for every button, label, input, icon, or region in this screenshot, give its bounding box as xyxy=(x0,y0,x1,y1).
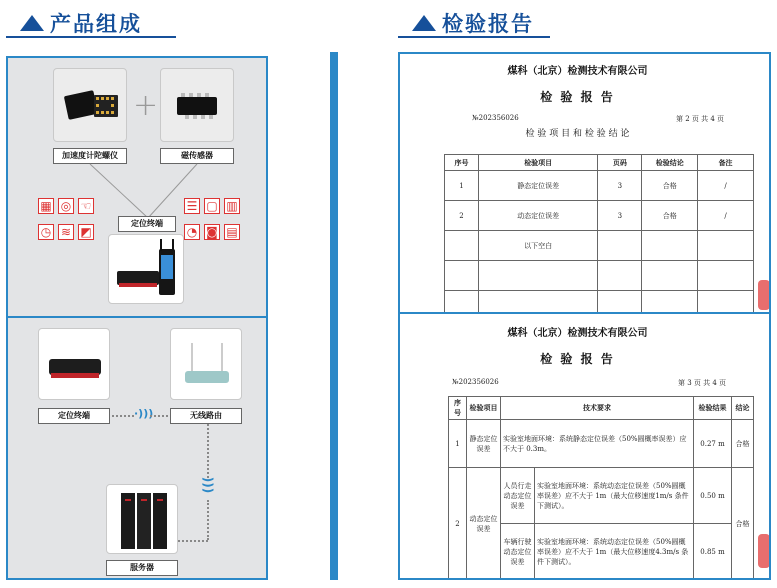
cell xyxy=(598,291,642,315)
terminal-label: 定位终端 xyxy=(38,408,110,424)
link-line-vertical xyxy=(207,424,209,478)
cell xyxy=(642,291,698,315)
function-icons-left xyxy=(38,198,118,248)
col-header: 检验项目 xyxy=(478,155,598,171)
list-icon: ☰ xyxy=(184,198,200,214)
cell xyxy=(478,261,598,291)
cell xyxy=(698,291,754,315)
cell: 1 xyxy=(445,171,479,201)
cell xyxy=(445,291,479,315)
cell: 合格 xyxy=(642,201,698,231)
cell: 静态定位误差 xyxy=(478,171,598,201)
cell xyxy=(642,261,698,291)
cell: 动态定位误差 xyxy=(478,201,598,231)
triangle-icon xyxy=(20,15,44,31)
left-title-underline xyxy=(6,36,176,38)
vibration-icon: ≋ xyxy=(58,224,74,240)
report-number: №202356026 xyxy=(472,114,519,122)
right-title-underline xyxy=(398,36,550,38)
cell xyxy=(445,261,479,291)
company-name: 煤科（北京）检测技术有限公司 xyxy=(507,328,648,339)
signal-icon: ▤ xyxy=(224,224,240,240)
report-title: 检 验 报 告 xyxy=(540,352,615,366)
red-seal-fragment xyxy=(758,534,770,568)
cell: 实验室地面环境：系统动态定位误差（50%圆概率误差）应不大于 1m（最大位移速度4.3m/s 条件下测试）。 xyxy=(535,524,694,580)
link-line-vertical-lower xyxy=(207,500,209,540)
link-line-left xyxy=(112,415,134,417)
report-number: №202356026 xyxy=(452,378,499,386)
page-info: 第 3 页 共 4 页 xyxy=(678,379,727,387)
report-title: 检 验 报 告 xyxy=(540,90,615,104)
wifi-icon: ·))) xyxy=(134,407,154,420)
product-composition-panel xyxy=(6,56,268,318)
network-topology-panel xyxy=(6,316,268,580)
router-label: 无线路由 xyxy=(170,408,242,424)
page-info: 第 2 页 共 4 页 xyxy=(676,115,725,123)
cell: 动态定位误差 xyxy=(467,468,501,580)
table-row xyxy=(445,171,754,201)
table-row xyxy=(445,201,754,231)
cell: 0.50 m xyxy=(694,468,732,524)
cell xyxy=(598,231,642,261)
battery-icon: ▥ xyxy=(224,198,240,214)
cell: / xyxy=(698,201,754,231)
cell xyxy=(698,231,754,261)
link-line-right xyxy=(150,415,168,417)
router-image xyxy=(170,328,242,400)
cell xyxy=(445,231,479,261)
clock-icon: ◷ xyxy=(38,224,54,240)
grid-icon: ▦ xyxy=(38,198,54,214)
cell: 2 xyxy=(449,468,467,580)
col-header: 备注 xyxy=(698,155,754,171)
function-icons-right xyxy=(184,198,264,248)
link-line-to-server xyxy=(178,540,208,542)
router-icon xyxy=(171,329,243,401)
terminal-image xyxy=(38,328,110,400)
table-row xyxy=(445,291,754,315)
table-row xyxy=(449,468,754,524)
report-page-3 xyxy=(398,312,771,580)
terminal-device-icon xyxy=(109,235,185,305)
alarm-icon: ◔ xyxy=(184,224,200,240)
cell: 3 xyxy=(598,201,642,231)
cell: 0.27 m xyxy=(694,420,732,468)
server-rack-icon xyxy=(107,485,179,555)
user-icon: ◙ xyxy=(204,224,220,240)
terminal-device-image xyxy=(108,234,184,304)
left-section-title xyxy=(20,8,142,38)
col-header: 检验项目 xyxy=(467,397,501,420)
cell: 3 xyxy=(598,171,642,201)
accelerometer-label: 加速度计陀螺仪 xyxy=(53,148,127,164)
cell: 车辆行驶动态定位误差 xyxy=(501,524,535,580)
red-seal-fragment xyxy=(758,280,770,310)
left-section-title-text: 产品组成 xyxy=(50,12,142,36)
results-summary-table xyxy=(444,154,754,314)
section-subtitle: 检 验 项 目 和 检 验 结 论 xyxy=(525,129,630,139)
right-section-title xyxy=(412,8,534,38)
document-icon: ▢ xyxy=(204,198,220,214)
target-icon: ◎ xyxy=(58,198,74,214)
cell: 0.85 m xyxy=(694,524,732,580)
triangle-icon xyxy=(412,15,436,31)
wifi-down-icon: ))) xyxy=(201,476,216,494)
cell: 人员行走动态定位误差 xyxy=(501,468,535,524)
cell: 1 xyxy=(449,420,467,468)
cell: 合格 xyxy=(732,468,754,580)
center-divider xyxy=(330,52,338,580)
plus-sign: + xyxy=(133,88,159,123)
cell: 实验室地面环境：系统静态定位误差（50%圆概率误差）应不大于 0.3m。 xyxy=(501,420,694,468)
col-header: 页码 xyxy=(598,155,642,171)
col-header: 检验结论 xyxy=(642,155,698,171)
table-row xyxy=(445,231,754,261)
server-image xyxy=(106,484,178,554)
col-header: 序号 xyxy=(445,155,479,171)
cell xyxy=(642,231,698,261)
cell xyxy=(698,261,754,291)
table-row xyxy=(445,261,754,291)
magnetic-sensor-label: 磁传感器 xyxy=(160,148,234,164)
col-header: 技术要求 xyxy=(501,397,694,420)
cell: 实验室地面环境：系统动态定位误差（50%圆概率误差）应不大于 1m（最大位移速度1m/s 条件下测试）。 xyxy=(535,468,694,524)
col-header: 序号 xyxy=(449,397,467,420)
company-name: 煤科（北京）检测技术有限公司 xyxy=(507,66,648,77)
server-label: 服务器 xyxy=(106,560,178,576)
hand-icon: ☜ xyxy=(78,198,94,214)
report-page-2 xyxy=(398,52,771,314)
cell xyxy=(478,291,598,315)
table-header-row xyxy=(449,397,754,420)
table-header-row xyxy=(445,155,754,171)
positioning-terminal-label: 定位终端 xyxy=(118,216,176,232)
blank-note: 以下空白 xyxy=(478,231,598,261)
terminal-box-icon xyxy=(39,329,111,401)
cell: 合格 xyxy=(732,420,754,468)
cell: 静态定位误差 xyxy=(467,420,501,468)
table-row xyxy=(449,420,754,468)
cell: / xyxy=(698,171,754,201)
col-header: 检验结果 xyxy=(694,397,732,420)
col-header: 结论 xyxy=(732,397,754,420)
cell: 合格 xyxy=(642,171,698,201)
test-details-table xyxy=(448,396,754,580)
cell xyxy=(598,261,642,291)
right-section-title-text: 检验报告 xyxy=(442,12,534,36)
cell: 2 xyxy=(445,201,479,231)
location-icon: ◩ xyxy=(78,224,94,240)
